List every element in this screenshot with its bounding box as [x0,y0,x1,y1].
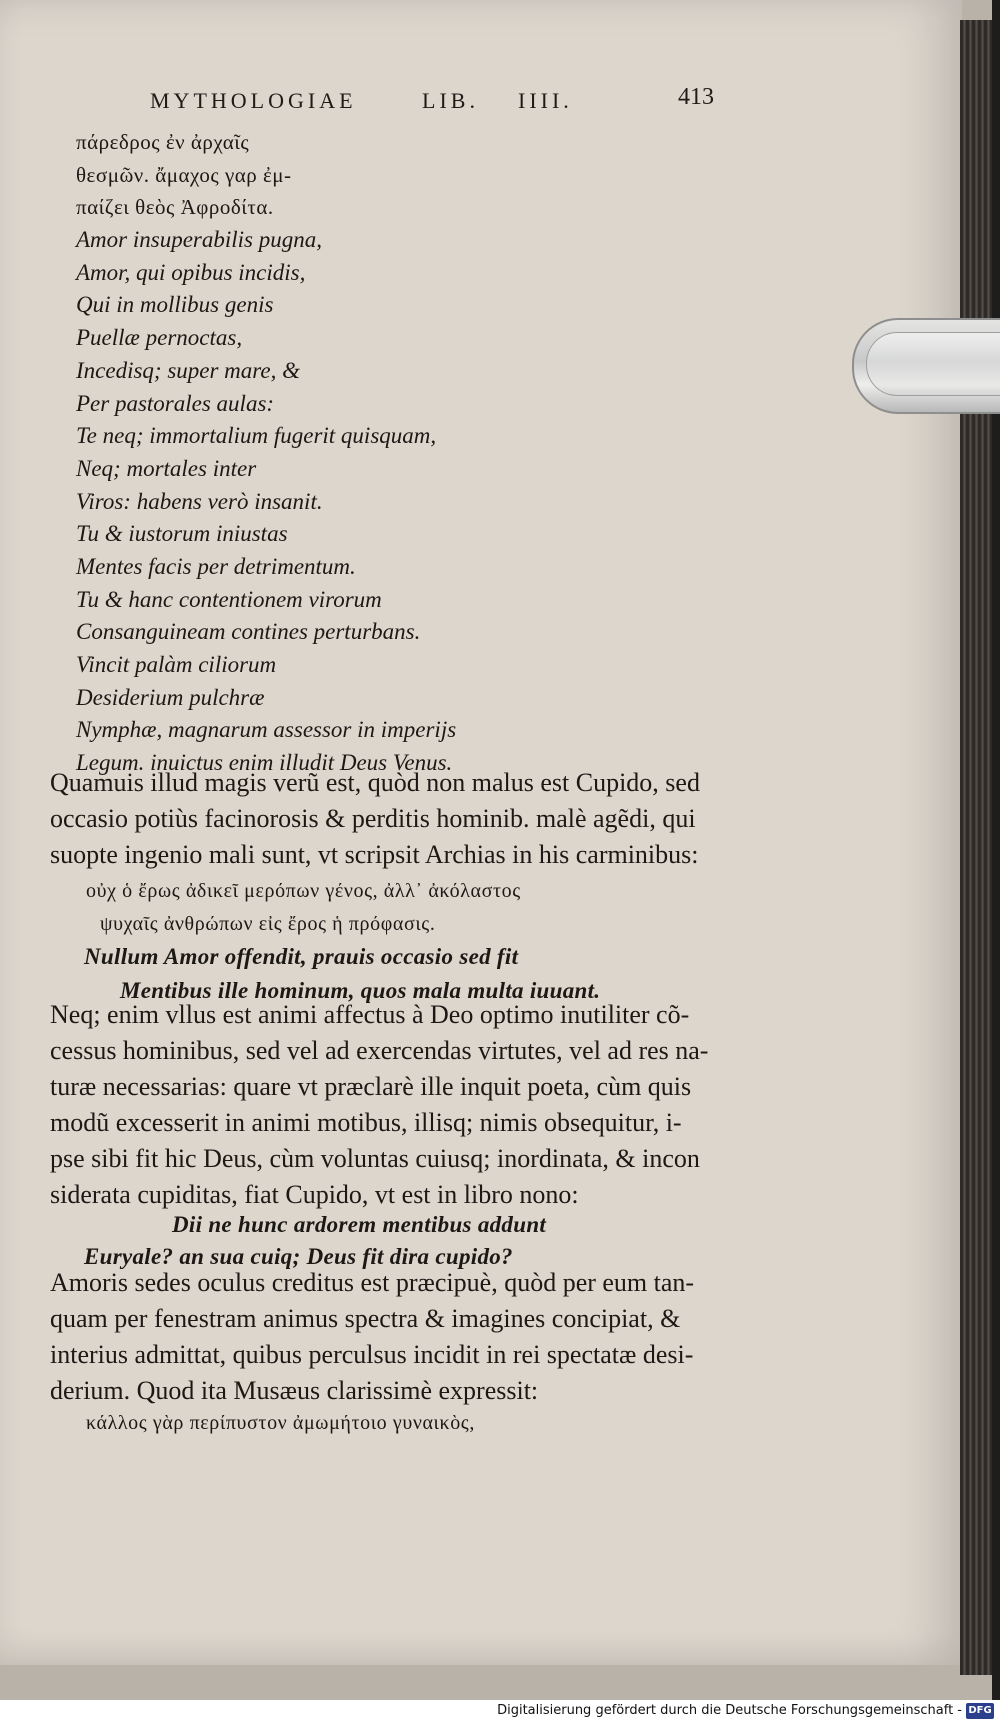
prose-line: interius admittat, quibus perculsus incidit in rei spectatæ desi- [50,1340,694,1369]
verse-line: Vincit palàm ciliorum [76,652,277,677]
prose-line: Quamuis illud magis verũ est, quòd non malus est Cupido, sed [50,768,700,797]
prose-line: pse sibi fit hic Deus, cùm voluntas cuiusq; inordinata, & incon [50,1144,700,1173]
verse-line: θεσμῶν. ἄμαχος γαρ ἐμ- [76,162,292,187]
verse-line: Amor, qui opibus incidis, [76,259,306,285]
verse-line: Mentes facis per detrimentum. [76,553,356,579]
prose-line: suopte ingenio mali sunt, vt scripsit Archias in his carminibus: [50,840,699,869]
prose-paragraph-2 [50,1000,740,1216]
verse-line: Tu & hanc contentionem virorum [76,586,382,612]
latin-quote-line-2: Mentibus ille hominum, quos mala multa iuuant. [120,978,601,1003]
verse-line: Neq; mortales inter [76,455,257,481]
verse-line: Puellæ pernoctas, [76,325,243,351]
running-head-title: MYTHOLOGIAE [150,88,357,113]
verse-line: Legum. inuictus enim illudit Deus Venus. [76,750,453,776]
verse-line: παίζει θεὸς Ἀφροδίτα. [76,195,274,220]
verse-line: Tu & iustorum iniustas [76,521,288,547]
latin-quote-line-1: Nullum Amor offendit, prauis occasio sed fit [84,944,519,969]
prose-line: Neq; enim vllus est animi affectus à Deo optimo inutiliter cõ- [50,1000,690,1029]
verse-line: Amor insuperabilis pugna, [76,227,322,253]
dfg-logo: DFG [966,1703,994,1719]
page-clip-inner [866,332,1000,396]
verse-line: Desiderium pulchræ [76,684,265,710]
greek-quote-line-1: οὐχ ὁ ἔρως ἀδικεῖ μερόπων γένος, ἀλλ᾽ ἀκόλαστος [86,880,521,902]
verse-line: Incedisq; super mare, & [76,357,300,383]
verse-line: Nymphæ, magnarum assessor in imperijs [76,717,457,743]
running-head-lib: LIB. [422,88,479,113]
verse-line: πάρεδρος ἐν ἀρχαῖς [76,130,250,154]
prose-line: cessus hominibus, sed vel ad exercendas virtutes, vel ad res na- [50,1036,709,1065]
musaeus-quote: κάλλος γὰρ περίπυστον ἀμωμήτοιο γυναικὸς, [86,1412,475,1434]
verse-line: Consanguineam contines perturbans. [76,619,421,645]
prose-line: turæ necessarias: quare vt præclarè ille inquit poeta, cùm quis [50,1072,692,1101]
verse-line: Per pastorales aulas: [76,390,275,416]
virgil-quote-line-2: Euryale? an sua cuiq; Deus fit dira cupido? [84,1244,513,1269]
virgil-quote-line-1: Dii ne hunc ardorem mentibus addunt [172,1212,547,1237]
verse-line: Viros: habens verò insanit. [76,488,323,514]
prose-line: quam per fenestram animus spectra & imagines concipiat, & [50,1304,681,1333]
greek-quote-line-2: ψυχαῖς ἀνθρώπων εἰς ἔρος ἡ πρόφασις. [100,913,436,935]
prose-paragraph-3 [50,1268,740,1412]
folio-number: 413 [678,84,714,110]
prose-line: modũ excesserit in animi motibus, illisq; nimis obsequitur, i- [50,1108,682,1137]
prose-paragraph-1 [50,768,740,876]
prose-line: siderata cupiditas, fiat Cupido, vt est in libro nono: [50,1180,579,1209]
running-head-number: IIII. [518,88,573,113]
prose-line: derium. Quod ita Musæus clarissimè expressit: [50,1376,539,1405]
prose-line: occasio potiùs facinorosis & perditis hominib. malè agẽdi, qui [50,804,696,833]
prose-line: Amoris sedes oculus creditus est præcipuè, quòd per eum tan- [50,1268,695,1297]
page-edges-shadow [992,0,1000,1700]
verse-line: Te neq; immortalium fugerit quisquam, [76,423,437,449]
verse-line: Qui in mollibus genis [76,292,274,318]
footer-credit: Digitalisierung gefördert durch die Deutsche Forschungsgemeinschaft - [497,1703,962,1718]
verse-block [76,126,776,780]
